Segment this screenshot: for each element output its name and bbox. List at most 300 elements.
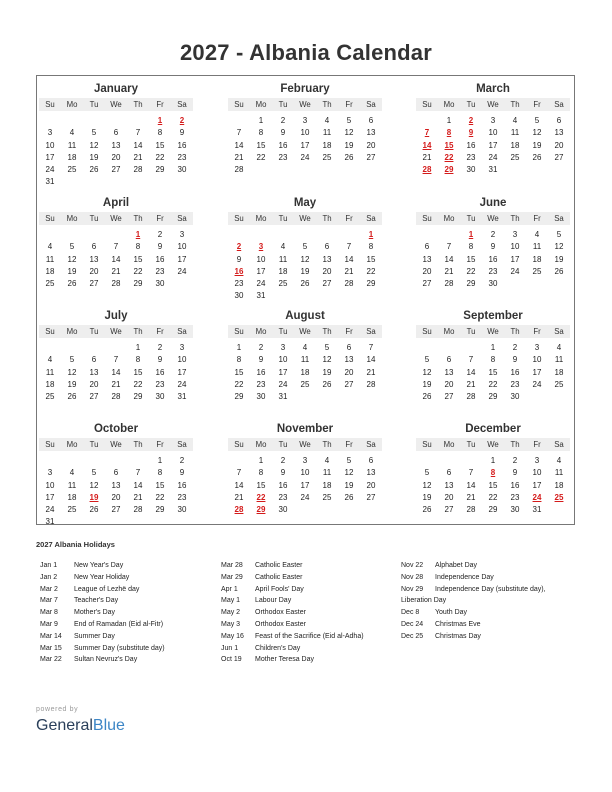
day-cell: 18 [554, 480, 564, 490]
day-cell: 22 [488, 379, 498, 389]
day-cell: 14 [444, 254, 454, 264]
holiday-day: 1 [368, 230, 374, 239]
day-cell: 2 [490, 230, 496, 239]
day-cell: 9 [157, 355, 163, 365]
day-cell: 24 [45, 165, 55, 175]
day-cell: 14 [234, 140, 244, 150]
day-cell: 23 [256, 379, 266, 389]
weekday-label: Th [322, 327, 332, 336]
holiday-name: End of Ramadan (Eid al-Fitr) [74, 620, 164, 628]
weekday-label: Fr [533, 440, 541, 449]
day-cell: 5 [424, 468, 430, 478]
holiday-day: 16 [234, 266, 244, 276]
day-cell: 23 [510, 379, 520, 389]
day-cell: 20 [554, 140, 564, 150]
day-cell: 29 [488, 505, 498, 515]
day-cell: 17 [300, 140, 310, 150]
day-cell: 26 [554, 266, 564, 276]
day-cell: 11 [67, 140, 77, 150]
day-cell: 2 [280, 456, 286, 465]
day-cell: 13 [554, 128, 564, 138]
holiday-day: 29 [444, 165, 454, 175]
holiday-column [40, 560, 165, 666]
day-cell: 21 [344, 266, 354, 276]
holiday-name: Youth Day [435, 609, 468, 617]
day-cell: 12 [322, 355, 332, 365]
weekday-label: Fr [533, 327, 541, 336]
weekday-label: Sa [554, 440, 564, 449]
holiday-day: 24 [532, 492, 542, 502]
day-cell: 3 [47, 468, 53, 478]
day-cell: 28 [444, 279, 454, 289]
day-cell: 1 [446, 116, 452, 125]
day-cell: 4 [302, 343, 308, 352]
brand-name-blue: Blue [92, 717, 125, 734]
day-cell: 24 [177, 266, 187, 276]
day-cell: 3 [47, 128, 53, 138]
month-march [416, 83, 570, 176]
days-grid [416, 342, 570, 403]
day-cell: 16 [510, 367, 520, 377]
day-cell: 3 [534, 456, 540, 465]
empty-day [61, 115, 83, 127]
holiday-date: May 16 [221, 632, 244, 640]
holiday-column [221, 560, 364, 666]
holiday-date: Mar 9 [40, 620, 58, 628]
day-cell: 17 [256, 266, 266, 276]
holiday-day: 8 [490, 468, 496, 478]
holiday-row [221, 595, 364, 607]
holiday-day: 2 [179, 116, 185, 125]
day-cell: 10 [510, 242, 520, 252]
weekday-label: Su [422, 327, 432, 336]
day-cell: 6 [324, 242, 330, 252]
holiday-name: Independence Day [435, 573, 494, 581]
month-may [228, 197, 382, 303]
day-cell: 22 [133, 379, 143, 389]
day-cell: 20 [344, 367, 354, 377]
weekday-label: We [487, 327, 499, 336]
day-cell: 9 [157, 242, 163, 252]
day-cell: 3 [179, 230, 185, 239]
day-cell: 21 [133, 492, 143, 502]
day-cell: 23 [488, 266, 498, 276]
day-cell: 7 [346, 242, 352, 252]
day-cell: 17 [45, 492, 55, 502]
day-cell: 28 [133, 505, 143, 515]
day-cell: 6 [113, 128, 119, 138]
holiday-row [221, 584, 364, 596]
day-cell: 20 [111, 492, 121, 502]
day-cell: 23 [234, 279, 244, 289]
day-cell: 27 [444, 392, 454, 402]
day-cell: 27 [89, 392, 99, 402]
day-cell: 12 [67, 254, 77, 264]
weekday-label: Th [510, 327, 520, 336]
holiday-day: 9 [468, 128, 474, 138]
brand-logo[interactable] [36, 717, 125, 735]
day-cell: 13 [444, 367, 454, 377]
empty-day [61, 229, 83, 241]
empty-day [105, 342, 127, 354]
day-cell: 22 [256, 152, 266, 162]
day-cell: 29 [366, 279, 376, 289]
day-cell: 8 [258, 128, 264, 138]
weekday-label: Th [510, 440, 520, 449]
weekday-label: Tu [89, 440, 99, 449]
day-cell: 8 [135, 355, 141, 365]
holiday-row [401, 619, 546, 631]
day-cell: 6 [368, 456, 374, 465]
day-cell: 6 [446, 355, 452, 365]
day-cell: 13 [344, 355, 354, 365]
day-cell: 18 [554, 367, 564, 377]
day-cell: 25 [322, 492, 332, 502]
day-cell: 9 [179, 468, 185, 478]
day-cell: 16 [466, 140, 476, 150]
day-cell: 11 [532, 242, 542, 252]
day-cell: 27 [366, 152, 376, 162]
day-cell: 6 [91, 355, 97, 365]
holiday-name: Feast of the Sacrifice (Eid al-Adha) [255, 632, 364, 640]
day-cell: 6 [424, 242, 430, 252]
day-cell: 23 [155, 379, 165, 389]
month-name: August [285, 310, 325, 322]
holiday-row [221, 654, 364, 666]
month-february [228, 83, 382, 176]
page-title: 2027 - Albania Calendar [180, 40, 432, 65]
day-cell: 2 [258, 343, 264, 352]
weekday-header [228, 325, 382, 338]
day-cell: 6 [556, 116, 562, 125]
holiday-day: 1 [135, 230, 141, 239]
day-cell: 19 [532, 140, 542, 150]
day-cell: 12 [89, 480, 99, 490]
day-cell: 24 [300, 152, 310, 162]
day-cell: 12 [300, 254, 310, 264]
day-cell: 16 [256, 367, 266, 377]
weekday-label: We [487, 100, 499, 109]
holiday-day: 28 [422, 165, 432, 175]
day-cell: 25 [510, 152, 520, 162]
day-cell: 4 [324, 456, 330, 465]
weekday-label: We [299, 327, 311, 336]
day-cell: 27 [344, 379, 354, 389]
day-cell: 14 [111, 254, 121, 264]
holiday-row [221, 607, 364, 619]
day-cell: 19 [422, 379, 432, 389]
empty-day [460, 342, 482, 354]
day-cell: 10 [45, 140, 55, 150]
day-cell: 30 [177, 505, 187, 515]
empty-day [61, 455, 83, 467]
day-cell: 10 [300, 468, 310, 478]
days-grid [39, 342, 193, 403]
day-cell: 10 [532, 468, 542, 478]
day-cell: 4 [324, 116, 330, 125]
day-cell: 22 [234, 379, 244, 389]
holiday-row [40, 560, 165, 572]
day-cell: 23 [177, 152, 187, 162]
day-cell: 29 [466, 279, 476, 289]
day-cell: 21 [133, 152, 143, 162]
day-cell: 15 [488, 367, 498, 377]
day-cell: 12 [67, 367, 77, 377]
weekday-label: Sa [177, 440, 187, 449]
day-cell: 1 [135, 343, 141, 352]
empty-day [39, 455, 61, 467]
day-cell: 10 [256, 254, 266, 264]
weekday-label: Sa [177, 327, 187, 336]
day-cell: 14 [234, 480, 244, 490]
holiday-date: Mar 14 [40, 632, 62, 640]
holiday-row [401, 607, 546, 619]
day-cell: 19 [344, 480, 354, 490]
holiday-date: Apr 1 [221, 585, 238, 593]
empty-day [228, 115, 250, 127]
day-cell: 21 [444, 266, 454, 276]
weekday-label: Th [322, 100, 332, 109]
day-cell: 26 [89, 505, 99, 515]
weekday-label: Su [45, 100, 55, 109]
day-cell: 23 [177, 492, 187, 502]
day-cell: 5 [346, 116, 352, 125]
day-cell: 1 [258, 116, 264, 125]
day-cell: 7 [135, 468, 141, 478]
day-cell: 10 [532, 355, 542, 365]
holiday-name: Labour Day [255, 597, 292, 605]
day-cell: 20 [444, 379, 454, 389]
calendar-grid [36, 75, 575, 525]
day-cell: 10 [177, 355, 187, 365]
weekday-label: Su [45, 440, 55, 449]
day-cell: 21 [466, 379, 476, 389]
holiday-date: Dec 8 [401, 609, 420, 617]
empty-day [83, 455, 105, 467]
holiday-row [40, 643, 165, 655]
weekday-label: Th [133, 327, 143, 336]
holiday-date: Jan 1 [40, 562, 58, 569]
weekday-label: Mo [255, 100, 267, 109]
day-cell: 11 [45, 254, 55, 264]
day-cell: 2 [280, 116, 286, 125]
holiday-name: Teacher's Day [74, 597, 119, 605]
day-cell: 11 [322, 468, 332, 478]
day-cell: 18 [67, 152, 77, 162]
day-cell: 17 [177, 254, 187, 264]
day-cell: 30 [466, 165, 476, 175]
empty-day [316, 229, 338, 241]
holiday-column [401, 560, 546, 643]
weekday-label: Mo [443, 100, 455, 109]
day-cell: 20 [444, 492, 454, 502]
day-cell: 7 [135, 128, 141, 138]
holiday-day: 22 [256, 492, 266, 502]
day-cell: 14 [133, 140, 143, 150]
holiday-name: Orthodox Easter [255, 609, 306, 617]
weekday-label: Mo [255, 327, 267, 336]
day-cell: 25 [322, 152, 332, 162]
day-cell: 26 [422, 505, 432, 515]
day-cell: 5 [69, 242, 75, 252]
day-cell: 5 [302, 242, 308, 252]
holiday-name: Mother's Day [74, 609, 116, 617]
weekday-label: We [487, 440, 499, 449]
day-cell: 23 [278, 152, 288, 162]
day-cell: 9 [490, 242, 496, 252]
weekday-label: Fr [345, 327, 353, 336]
empty-day [105, 115, 127, 127]
empty-day [250, 229, 272, 241]
holiday-day: 14 [422, 140, 432, 150]
day-cell: 22 [133, 266, 143, 276]
holiday-row [40, 572, 165, 584]
day-cell: 1 [258, 456, 264, 465]
holiday-name: Catholic Easter [255, 573, 303, 581]
day-cell: 12 [422, 367, 432, 377]
holiday-day: 25 [554, 492, 564, 502]
empty-day [438, 229, 460, 241]
month-april [39, 197, 193, 290]
holiday-name: New Year Holiday [74, 573, 130, 581]
day-cell: 19 [300, 266, 310, 276]
day-cell: 21 [111, 379, 121, 389]
day-cell: 25 [554, 379, 564, 389]
weekday-label: Sa [554, 214, 564, 223]
day-cell: 17 [510, 254, 520, 264]
month-november [228, 423, 382, 516]
weekday-label: Sa [366, 214, 376, 223]
day-cell: 15 [155, 140, 165, 150]
day-cell: 11 [45, 367, 55, 377]
day-cell: 16 [278, 140, 288, 150]
month-name: December [465, 423, 521, 435]
days-grid [228, 455, 382, 516]
month-name: October [93, 423, 139, 435]
day-cell: 6 [346, 343, 352, 352]
holidays-heading: 2027 Albania Holidays [36, 540, 115, 549]
weekday-label: Th [133, 100, 143, 109]
weekday-label: Th [510, 214, 520, 223]
days-grid [416, 229, 570, 290]
day-cell: 31 [45, 517, 55, 527]
empty-day [127, 115, 149, 127]
holiday-day: 2 [468, 116, 474, 125]
holiday-date: Jun 1 [221, 644, 239, 652]
weekday-header [416, 325, 570, 338]
day-cell: 7 [113, 355, 119, 365]
empty-day [39, 115, 61, 127]
holiday-name: Catholic Easter [255, 562, 303, 569]
day-cell: 19 [554, 254, 564, 264]
day-cell: 8 [236, 355, 242, 365]
day-cell: 26 [67, 279, 77, 289]
day-cell: 4 [280, 242, 286, 252]
day-cell: 7 [236, 128, 242, 138]
day-cell: 17 [177, 367, 187, 377]
day-cell: 24 [532, 379, 542, 389]
empty-day [83, 229, 105, 241]
month-january [39, 83, 193, 189]
day-cell: 2 [179, 456, 185, 465]
day-cell: 4 [47, 355, 53, 365]
weekday-label: Th [510, 100, 520, 109]
brand-name-general: General [36, 717, 93, 734]
day-cell: 13 [422, 254, 432, 264]
day-cell: 30 [488, 279, 498, 289]
holiday-name: Independence Day (substitute day), [435, 585, 546, 593]
day-cell: 13 [89, 367, 99, 377]
weekday-label: We [110, 440, 122, 449]
holiday-date: Jan 2 [40, 573, 58, 581]
day-cell: 3 [490, 116, 496, 125]
day-cell: 17 [45, 152, 55, 162]
empty-day [438, 455, 460, 467]
day-cell: 3 [302, 116, 308, 125]
day-cell: 6 [113, 468, 119, 478]
month-name: February [280, 83, 330, 95]
weekday-header [228, 438, 382, 451]
weekday-label: Su [234, 100, 244, 109]
day-cell: 12 [89, 140, 99, 150]
holiday-row [401, 595, 546, 607]
day-cell: 29 [155, 505, 165, 515]
day-cell: 27 [322, 279, 332, 289]
weekday-label: Tu [466, 100, 476, 109]
day-cell: 10 [278, 355, 288, 365]
holiday-row [401, 584, 546, 596]
day-cell: 15 [256, 480, 266, 490]
day-cell: 18 [300, 367, 310, 377]
days-grid [39, 115, 193, 189]
month-name: June [479, 197, 507, 209]
weekday-label: Mo [66, 327, 78, 336]
day-cell: 27 [89, 279, 99, 289]
weekday-label: Su [234, 327, 244, 336]
day-cell: 17 [532, 367, 542, 377]
weekday-label: Tu [278, 214, 288, 223]
day-cell: 26 [532, 152, 542, 162]
day-cell: 16 [488, 254, 498, 264]
day-cell: 11 [554, 468, 564, 478]
empty-day [294, 229, 316, 241]
day-cell: 19 [67, 379, 77, 389]
day-cell: 30 [510, 392, 520, 402]
day-cell: 13 [111, 480, 121, 490]
day-cell: 7 [368, 343, 374, 352]
holiday-name: Summer Day (substitute day) [74, 644, 165, 652]
day-cell: 30 [256, 392, 266, 402]
day-cell: 30 [510, 505, 520, 515]
day-cell: 20 [422, 266, 432, 276]
holiday-date: Nov 28 [401, 573, 424, 581]
day-cell: 15 [256, 140, 266, 150]
day-cell: 8 [258, 468, 264, 478]
day-cell: 7 [446, 242, 452, 252]
month-name: July [104, 310, 128, 322]
holiday-row [40, 619, 165, 631]
days-grid [416, 455, 570, 516]
day-cell: 4 [69, 128, 75, 138]
day-cell: 9 [280, 128, 286, 138]
weekday-label: Mo [443, 327, 455, 336]
day-cell: 22 [366, 266, 376, 276]
day-cell: 29 [488, 392, 498, 402]
holiday-row [221, 560, 364, 572]
holiday-name: New Year's Day [74, 562, 124, 569]
day-cell: 11 [67, 480, 77, 490]
day-cell: 24 [300, 492, 310, 502]
